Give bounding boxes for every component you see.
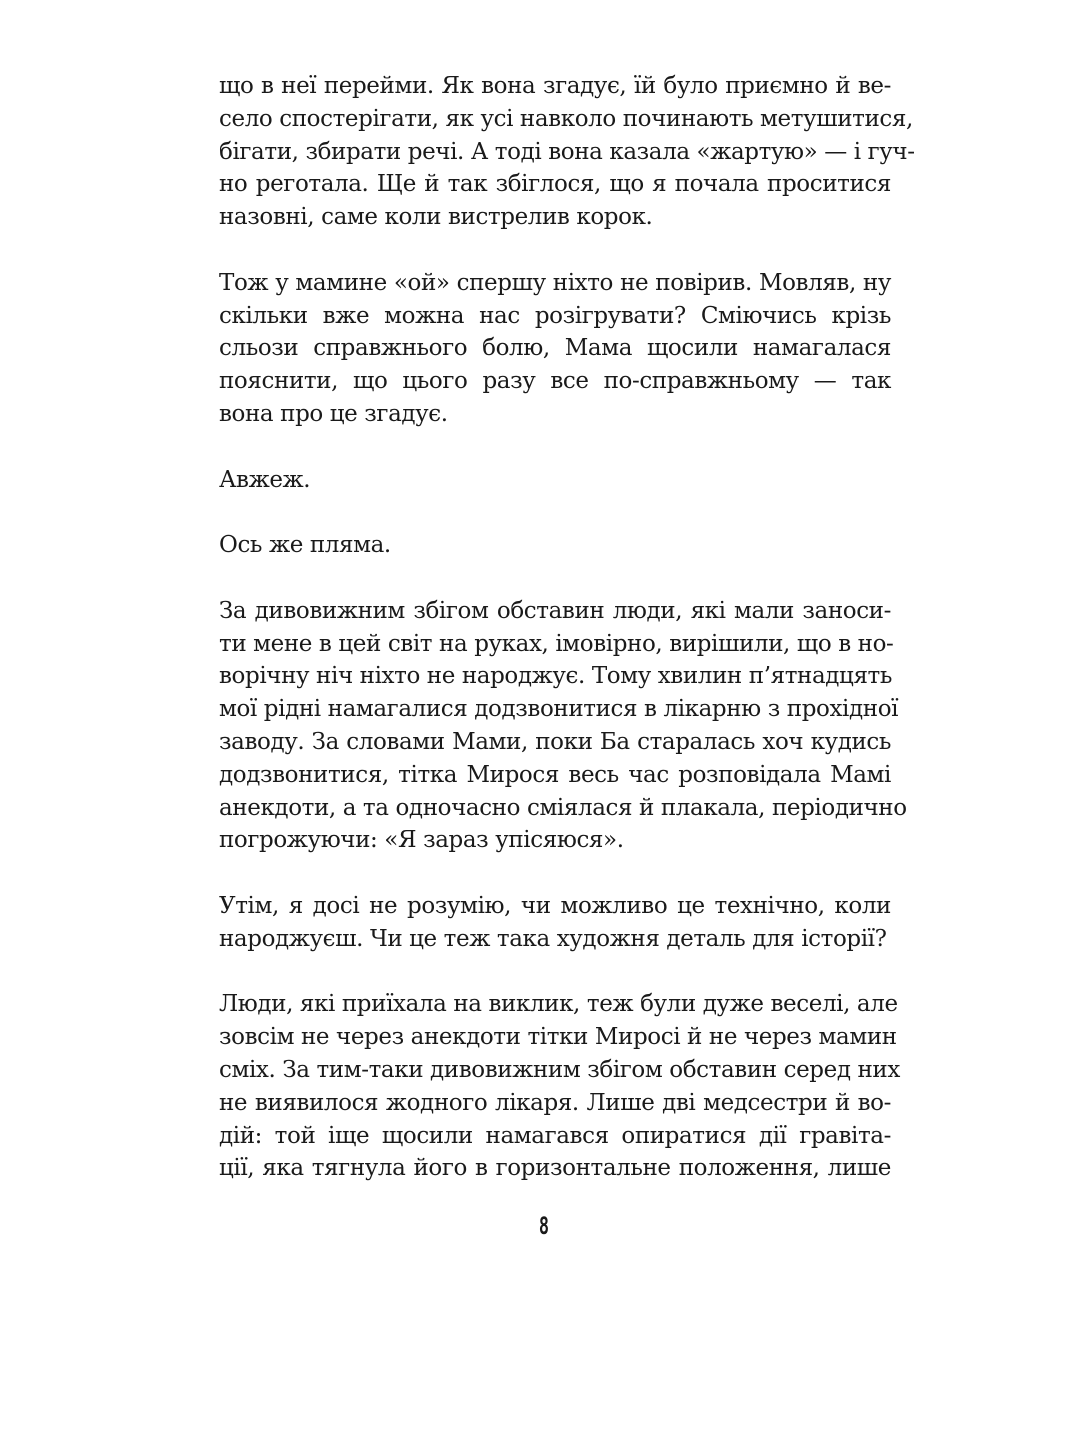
paragraph bbox=[219, 529, 891, 562]
text-line: ти мене в цей світ на руках, імовірно, вирішили, що в но- bbox=[219, 630, 894, 657]
text-line: Люди, які приїхала на виклик, теж були дуже веселі, але bbox=[219, 991, 898, 1018]
text-line: пояснити, що цього разу все по-справжньому — так bbox=[219, 368, 891, 395]
text-line: Ось же пляма. bbox=[219, 532, 391, 559]
text-line: дій: той іще щосили намагався опиратися дії гравіта- bbox=[219, 1122, 891, 1149]
paragraph bbox=[219, 595, 907, 857]
text-line: скільки вже можна нас розігрувати? Сміючись крізь bbox=[219, 302, 891, 329]
text-line: зовсім не через анекдоти тітки Миросі й не через мамин bbox=[219, 1024, 897, 1051]
body-text bbox=[219, 70, 915, 1185]
text-line: сміх. За тим-таки дивовижним збігом обставин серед них bbox=[219, 1056, 900, 1083]
text-line: За дивовижним збігом обставин люди, які мали заноси- bbox=[219, 597, 891, 624]
text-line: анекдоти, а та одночасно сміялася й плакала, періодично bbox=[219, 794, 907, 821]
text-line: вона про це згадує. bbox=[219, 400, 448, 427]
page-number: 8 bbox=[538, 1212, 549, 1240]
text-line: но реготала. Ще й так збіглося, що я почала проситися bbox=[219, 171, 891, 198]
text-line: ворічну ніч ніхто не народжує. Тому хвилин п’ятнадцять bbox=[219, 663, 892, 690]
text-line: народжуєш. Чи це теж така художня деталь для історії? bbox=[219, 925, 887, 952]
text-line: Утім, я досі не розумію, чи можливо це технічно, коли bbox=[219, 892, 891, 919]
text-line: мої рідні намагалися додзвонитися в лікарню з прохідної bbox=[219, 696, 899, 723]
text-line: сльози справжнього болю, Мама щосили намагалася bbox=[219, 335, 891, 362]
paragraph bbox=[219, 890, 891, 956]
paragraph-gap bbox=[219, 496, 891, 529]
paragraph bbox=[219, 988, 900, 1185]
paragraph-gap bbox=[219, 857, 891, 890]
text-line: що в неї перейми. Як вона згадує, їй було приємно й ве- bbox=[219, 73, 891, 99]
text-line: заводу. За словами Мами, поки Ба старалась хоч кудись bbox=[219, 728, 891, 755]
text-line: село спостерігати, як усі навколо починають метушитися, bbox=[219, 105, 913, 132]
paragraph bbox=[219, 267, 891, 431]
text-line: не виявилося жодного лікаря. Лише дві медсестри й во- bbox=[219, 1089, 891, 1116]
text-line: Тож у мамине «ой» спершу ніхто не повірив. Мовляв, ну bbox=[219, 269, 891, 296]
text-line: бігати, збирати речі. А тоді вона казала «жартую» — і гуч- bbox=[219, 138, 915, 165]
text-line: назовні, саме коли вистрелив корок. bbox=[219, 204, 653, 231]
paragraph bbox=[219, 464, 891, 497]
text-line: ції, яка тягнула його в горизонтальне положення, лише bbox=[219, 1155, 891, 1182]
text-line: погрожуючи: «Я зараз упісяюся». bbox=[219, 827, 624, 854]
paragraph-gap bbox=[219, 234, 891, 267]
paragraph bbox=[219, 70, 915, 234]
text-line: додзвонитися, тітка Мирося весь час розповідала Мамі bbox=[219, 761, 891, 788]
text-line: Авжеж. bbox=[219, 466, 311, 493]
paragraph-gap bbox=[219, 562, 891, 595]
paragraph-gap bbox=[219, 956, 891, 989]
paragraph-gap bbox=[219, 431, 891, 464]
